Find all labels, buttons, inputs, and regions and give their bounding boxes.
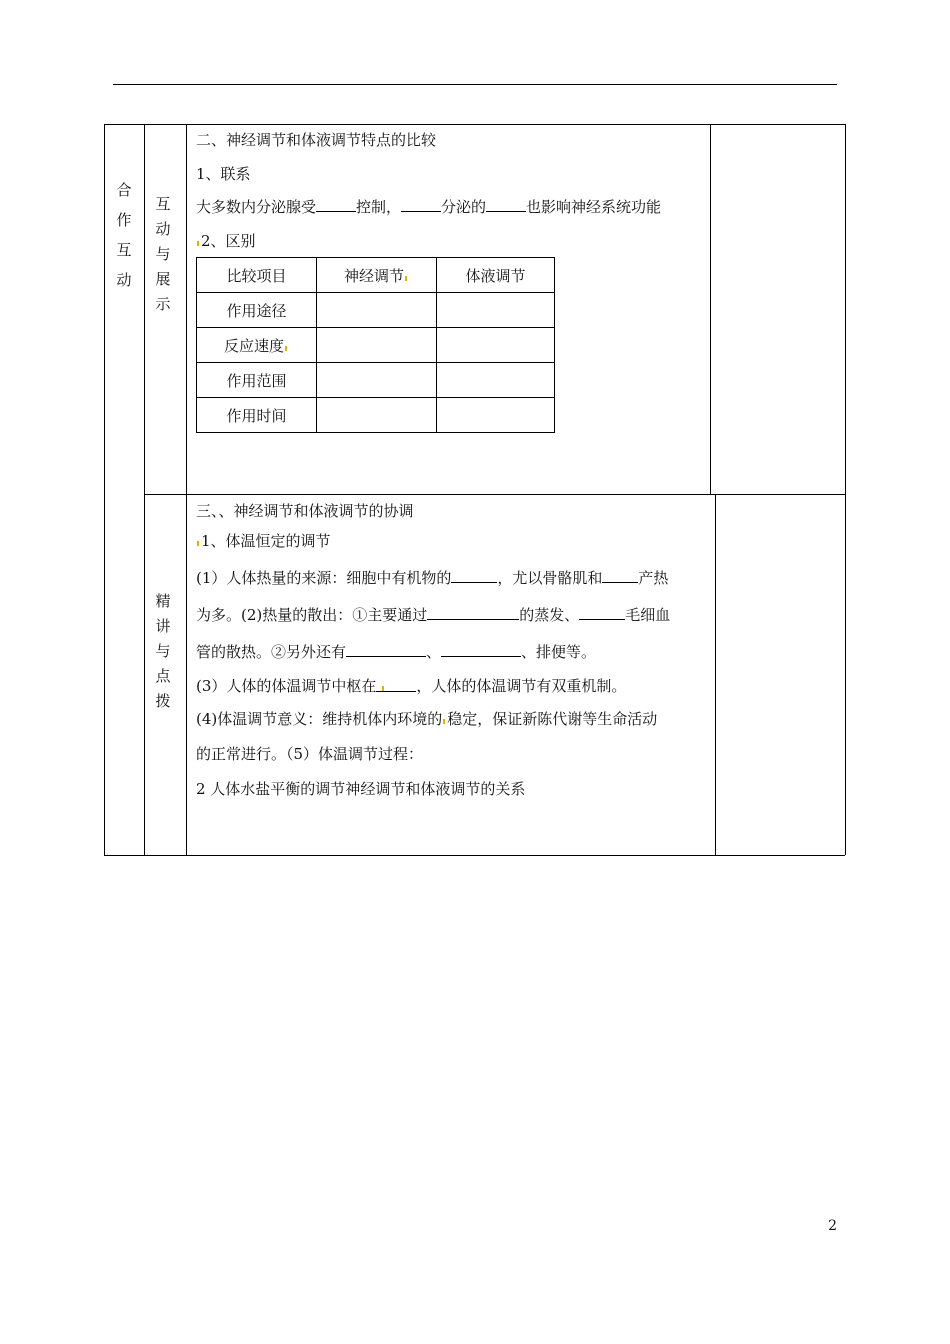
marker <box>197 241 199 246</box>
label-char: 讲 <box>155 617 171 635</box>
fill-blank[interactable] <box>427 605 519 620</box>
table-row <box>197 293 555 328</box>
fill-blank[interactable] <box>602 568 638 583</box>
relation-sentence <box>196 196 661 217</box>
text-fragment: 毛细血 <box>625 606 671 624</box>
paragraph-line: 2 人体水盐平衡的调节神经调节和体液调节的关系 <box>196 780 526 798</box>
table-right-border <box>845 124 846 855</box>
table-row <box>197 363 555 398</box>
label-char: 展 <box>155 270 171 288</box>
answer-cell[interactable] <box>437 328 555 363</box>
text-fragment: (4)体温调节意义：维持机体内环境的 <box>196 710 443 728</box>
header-text: 神经调节 <box>343 266 404 285</box>
row-label: 作用时间 <box>197 398 317 433</box>
answer-cell[interactable] <box>317 328 437 363</box>
header-cell: 体液调节 <box>437 258 555 293</box>
label-char: 互 <box>116 241 132 259</box>
header-cell: 比较项目 <box>197 258 317 293</box>
paragraph-line: 的正常进行。（5）体温调节过程： <box>196 745 424 763</box>
section2-sub1 <box>196 530 331 551</box>
fill-blank[interactable] <box>401 197 441 212</box>
row-label-text: 反应速度 <box>223 336 284 355</box>
text-fragment: 为多。(2)热量的散出：①主要通过 <box>196 606 428 624</box>
marker <box>285 346 287 351</box>
comparison-table <box>196 257 555 433</box>
column-divider <box>715 494 716 855</box>
section2-heading: 三、、神经调节和体液调节的协调 <box>196 502 414 520</box>
fill-blank[interactable] <box>451 568 497 583</box>
fill-blank[interactable] <box>441 642 521 657</box>
text-fragment: 分泌的 <box>441 198 487 216</box>
text-fragment: 控制， <box>356 198 402 216</box>
fill-blank[interactable] <box>316 197 356 212</box>
text-fragment: 管的散热。②另外还有 <box>196 643 347 661</box>
answer-cell[interactable] <box>317 293 437 328</box>
answer-cell[interactable] <box>317 398 437 433</box>
label-char: 动 <box>116 271 132 289</box>
text-fragment: 稳定，保证新陈代谢等生命活动 <box>447 710 658 728</box>
fill-blank[interactable] <box>579 605 625 620</box>
label-char: 动 <box>155 220 171 238</box>
text-fragment: 也影响神经系统功能 <box>526 198 662 216</box>
column-divider <box>186 124 187 855</box>
text-fragment: 大多数内分泌腺受 <box>196 198 317 216</box>
section1-label <box>144 192 182 317</box>
section1-sub1: 1、联系 <box>196 165 251 183</box>
table-bottom-border <box>104 855 845 856</box>
text-fragment: 2、区别 <box>201 232 256 250</box>
table-row <box>197 398 555 433</box>
table-row <box>197 328 555 363</box>
text-fragment: 、 <box>426 643 442 661</box>
answer-cell[interactable] <box>437 363 555 398</box>
table-header-row <box>197 258 555 293</box>
marker <box>405 276 407 281</box>
paragraph-line <box>196 604 670 625</box>
paragraph-line <box>196 641 596 662</box>
label-char: 点 <box>155 667 171 685</box>
header-rule <box>113 84 837 85</box>
marker <box>443 719 445 724</box>
answer-cell[interactable] <box>437 398 555 433</box>
text-fragment: ，人体的体温调节有双重机制。 <box>416 677 627 695</box>
marker <box>382 686 384 691</box>
answer-cell[interactable] <box>437 293 555 328</box>
fill-blank[interactable] <box>486 197 526 212</box>
label-char: 精 <box>155 592 171 610</box>
label-char: 拨 <box>155 692 171 710</box>
section2-label <box>144 589 182 714</box>
label-char: 合 <box>116 181 132 199</box>
row-label: 作用范围 <box>197 363 317 398</box>
section1-sub2 <box>196 230 256 251</box>
label-char: 作 <box>116 211 132 229</box>
label-char: 示 <box>155 295 171 313</box>
answer-cell[interactable] <box>317 363 437 398</box>
label-char: 与 <box>155 642 171 660</box>
section-divider <box>144 494 845 495</box>
column-divider <box>710 124 711 494</box>
text-fragment: ，尤以骨骼肌和 <box>497 569 603 587</box>
text-fragment: 、排便等。 <box>521 643 597 661</box>
marker <box>197 541 199 546</box>
row-label <box>197 328 317 363</box>
text-fragment: (1）人体热量的来源：细胞中有机物的 <box>196 569 452 587</box>
header-cell <box>317 258 437 293</box>
fill-blank[interactable] <box>346 642 426 657</box>
label-char: 与 <box>155 245 171 263</box>
text-fragment: (3）人体的体温调节中枢在 <box>196 677 377 695</box>
row-label: 作用途径 <box>197 293 317 328</box>
paragraph-line <box>196 567 668 588</box>
table-top-border <box>104 124 845 125</box>
outer-label <box>105 175 143 295</box>
page-number: 2 <box>828 1218 837 1234</box>
paragraph-line <box>196 675 626 696</box>
section1-heading: 二、神经调节和体液调节特点的比较 <box>196 131 437 149</box>
text-fragment: 产热 <box>638 569 669 587</box>
label-char: 互 <box>155 195 171 213</box>
paragraph-line <box>196 708 657 729</box>
text-fragment: 的蒸发、 <box>519 606 580 624</box>
text-fragment: 1、体温恒定的调节 <box>201 532 331 550</box>
fill-blank[interactable] <box>376 677 416 692</box>
